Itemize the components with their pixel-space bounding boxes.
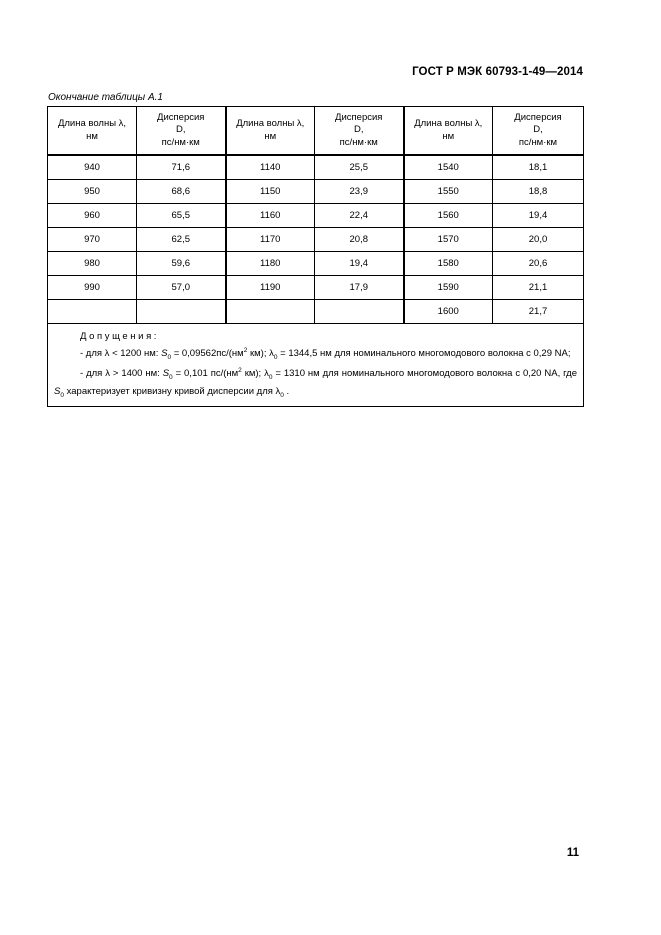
header-text: D, — [176, 124, 186, 136]
note-symbol: S — [161, 347, 168, 359]
table-row — [48, 252, 584, 276]
header-text: нм — [442, 130, 455, 142]
table-row — [48, 155, 584, 180]
table-cell: 62,5 — [137, 228, 226, 252]
header-text: D, — [354, 124, 364, 136]
header-wavelength — [404, 107, 493, 156]
note-superscript: 2 — [238, 367, 242, 375]
table-cell: 25,5 — [315, 155, 404, 180]
table-cell: 18,8 — [493, 180, 584, 204]
header-text: Длина волны λ, — [236, 118, 305, 129]
table-cell: 20,8 — [315, 228, 404, 252]
table-cell: 19,4 — [493, 204, 584, 228]
header-dispersion — [315, 107, 404, 156]
note-superscript: 2 — [243, 346, 248, 354]
dispersion-table — [47, 106, 584, 407]
table-cell: 1560 — [404, 204, 493, 228]
note-subscript: 0 — [268, 374, 273, 382]
table-cell: 980 — [48, 252, 137, 276]
header-wavelength — [226, 107, 315, 156]
table-cell: 18,1 — [493, 155, 584, 180]
note-symbol: S — [54, 385, 61, 397]
table-cell: 23,9 — [315, 180, 404, 204]
table-row — [48, 180, 584, 204]
table-cell: 1570 — [404, 228, 493, 252]
header-text: Длина волны λ, — [414, 118, 483, 129]
table-cell: 990 — [48, 276, 137, 300]
note-subscript: 0 — [60, 391, 64, 399]
table-cell: 21,7 — [493, 300, 584, 324]
header-text: Дисперсия — [157, 111, 205, 123]
table-cell: 950 — [48, 180, 137, 204]
note-text: - для λ > 1400 нм: — [80, 368, 163, 380]
table-cell: 1180 — [226, 252, 315, 276]
note-text: = 1344,5 нм для номинального многомодового волокна с 0,29 NA; — [277, 347, 571, 359]
note-text: характеризует кривизну кривой дисперсии для λ — [63, 385, 281, 397]
note-text: . — [283, 385, 290, 397]
note-text: = 1310 нм для номинального многомодового волокна с 0,20 NA, где — [272, 368, 577, 380]
header-dispersion — [137, 107, 226, 156]
table-header-row — [48, 107, 584, 156]
document-code: ГОСТ Р МЭК 60793-1-49—2014 — [412, 66, 583, 78]
table-cell: 19,4 — [315, 252, 404, 276]
note-subscript: 0 — [280, 391, 284, 399]
table-cell — [48, 300, 137, 324]
note-line-2 — [54, 364, 577, 402]
table-cell — [226, 300, 315, 324]
note-symbol: S — [162, 368, 170, 380]
header-text: нм — [86, 130, 98, 142]
note-text: км); λ — [247, 347, 274, 359]
table-cell: 1590 — [404, 276, 493, 300]
table-cell — [315, 300, 404, 324]
table-row — [48, 300, 584, 324]
note-title: Допущения: — [80, 331, 160, 342]
header-text: D, — [533, 124, 543, 136]
header-text: Длина волны λ, — [57, 118, 127, 129]
note-line-1 — [54, 344, 577, 365]
table-cell: 68,6 — [137, 180, 226, 204]
table-cell: 1170 — [226, 228, 315, 252]
table-cell: 59,6 — [137, 252, 226, 276]
note-subscript: 0 — [273, 353, 278, 361]
table-cell: 17,9 — [315, 276, 404, 300]
note-text: = 0,09562пс/(нм — [171, 347, 244, 359]
note-text: - для λ < 1200 нм: — [80, 347, 162, 359]
table-cell: 20,6 — [493, 252, 584, 276]
table-caption: Окончание таблицы А.1 — [48, 92, 163, 103]
table-cell — [137, 300, 226, 324]
table-cell: 1550 — [404, 180, 493, 204]
table-cell: 1160 — [226, 204, 315, 228]
table-cell: 1540 — [404, 155, 493, 180]
table-cell: 65,5 — [137, 204, 226, 228]
table-cell: 22,4 — [315, 204, 404, 228]
table-cell: 57,0 — [137, 276, 226, 300]
table-cell: 1140 — [226, 155, 315, 180]
note-text: = 0,101 пс/(нм — [172, 368, 239, 380]
header-text: Дисперсия — [514, 111, 562, 123]
header-dispersion — [493, 107, 584, 156]
note-subscript: 0 — [169, 374, 173, 382]
table-cell: 1190 — [226, 276, 315, 300]
table-cell: 1580 — [404, 252, 493, 276]
table-cell: 940 — [48, 155, 137, 180]
header-text: Дисперсия — [335, 111, 383, 123]
table-cell: 970 — [48, 228, 137, 252]
note-row — [48, 324, 584, 407]
table-cell: 1600 — [404, 300, 493, 324]
table-row — [48, 204, 584, 228]
table-cell: 21,1 — [493, 276, 584, 300]
header-text: пс/нм·км — [518, 136, 558, 148]
table-cell: 1150 — [226, 180, 315, 204]
table-row — [48, 228, 584, 252]
header-text: нм — [264, 130, 277, 142]
header-text: пс/нм·км — [161, 136, 200, 148]
header-text: пс/нм·км — [339, 136, 378, 148]
header-wavelength — [48, 107, 137, 156]
table-cell: 71,6 — [137, 155, 226, 180]
page-number: 11 — [566, 847, 579, 859]
note-subscript: 0 — [167, 353, 172, 361]
table-row — [48, 276, 584, 300]
note-cell — [48, 324, 584, 407]
table-cell: 960 — [48, 204, 137, 228]
note-text: км); λ — [241, 368, 269, 380]
table-cell: 20,0 — [493, 228, 584, 252]
